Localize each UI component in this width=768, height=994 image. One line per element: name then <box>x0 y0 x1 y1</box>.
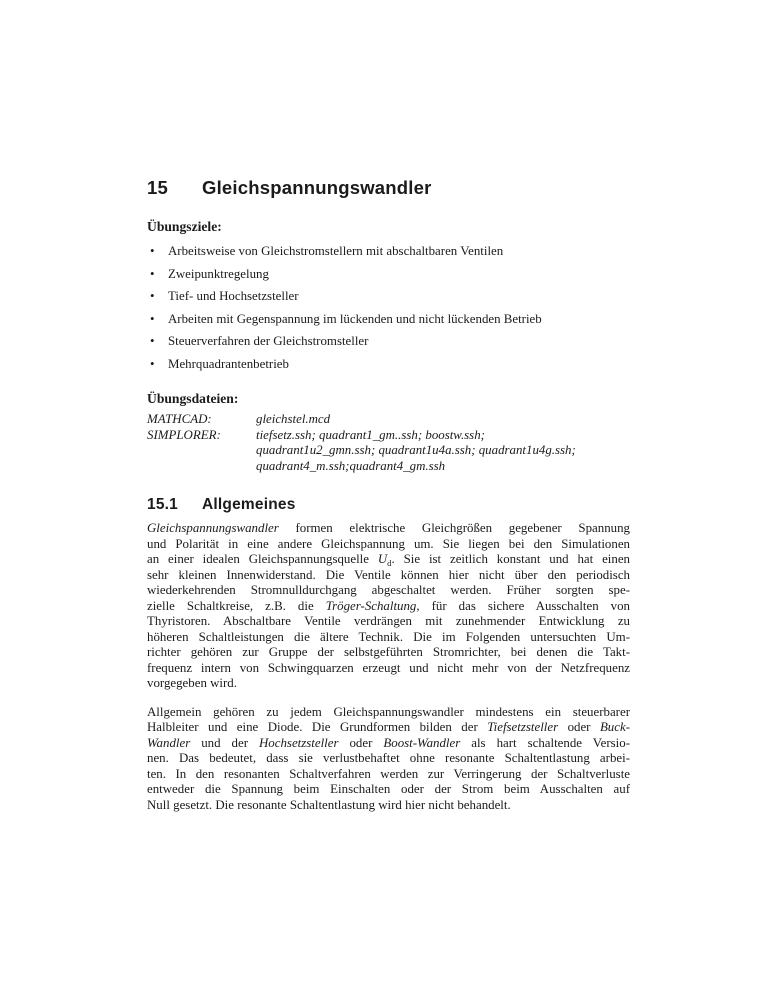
body-text: entweder die Spannung beim Einschalten oder der Strom beim Ausschalten auf <box>147 782 630 797</box>
goal-item <box>147 244 630 260</box>
body-text: und der <box>190 735 259 750</box>
body-text: wiederkehrenden Stromnulldurchgang abgeschaltet werden. Früher sorgten spe- <box>147 583 630 598</box>
goal-item-label: Arbeiten mit Gegenspannung im lückenden und nicht lückenden Betrieb <box>168 311 542 326</box>
paragraph-allgemeines-2 <box>147 705 630 814</box>
body-text: Null gesetzt. Die resonante Schaltentlastung wird hier nicht behandelt. <box>147 797 511 812</box>
italic-text: Wandler <box>147 735 191 750</box>
goal-item-label: Zweipunktregelung <box>168 266 269 281</box>
text-line <box>147 767 630 783</box>
file-row-simplorer <box>147 428 630 475</box>
file-name-line: quadrant4_m.ssh;quadrant4_gm.ssh <box>256 458 446 473</box>
paragraph-allgemeines-1 <box>147 521 630 692</box>
text-line <box>147 645 630 661</box>
text-line <box>147 583 630 599</box>
body-text: Halbleiter und eine Diode. Die Grundformen bilden der <box>147 720 488 735</box>
goals-heading: Übungsziele: <box>147 219 222 234</box>
body-text: frequenz intern von Schwingquarzen erzeugt und nicht mehr von der Netzfrequenz <box>147 660 630 675</box>
body-text: . Sie ist zeitlich konstant und hat einen <box>391 552 630 567</box>
goal-item <box>147 312 630 328</box>
goal-item-label: Arbeitsweise von Gleichstromstellern mit abschaltbaren Ventilen <box>168 244 504 258</box>
body-text: als hart schaltende Versio- <box>460 735 630 750</box>
goal-item <box>147 289 630 305</box>
bullet-icon: • <box>150 289 155 304</box>
body-text: ten. In den resonanten Schaltverfahren werden zur Verringerung der Schaltverluste <box>147 766 630 781</box>
text-line <box>147 552 630 568</box>
file-label: SIMPLORER: <box>147 427 221 442</box>
italic-text: U <box>377 552 388 567</box>
file-names <box>256 412 630 428</box>
italic-text: Buck- <box>599 720 630 735</box>
section-heading <box>147 496 630 513</box>
text-line <box>147 630 630 646</box>
page-content <box>147 178 630 813</box>
subscript-text: d <box>387 557 392 568</box>
text-line <box>147 614 630 630</box>
chapter-heading <box>147 178 630 198</box>
file-name-line: tiefsetz.ssh; quadrant1_gm..ssh; boostw.ssh; <box>256 427 485 442</box>
goals-list <box>147 244 630 372</box>
file-label: MATHCAD: <box>147 412 212 427</box>
body-text: und Polarität in eine andere Gleichspannung um. Sie liegen bei den Simulationen <box>147 536 630 551</box>
goal-item-label: Mehrquadrantenbetrieb <box>168 356 289 371</box>
body-text: nen. Das bedeutet, dass sie verlustbehaftet ohne resonante Schaltentlastung arbei- <box>147 751 630 766</box>
bullet-icon: • <box>150 244 155 258</box>
files-heading: Übungsdateien: <box>147 391 239 407</box>
body-text: zielle Schaltkreise, z.B. die <box>147 598 326 613</box>
text-line <box>147 521 630 537</box>
bullet-icon: • <box>150 356 155 371</box>
chapter-title: Gleichspannungswandler <box>202 177 432 198</box>
text-line <box>147 751 630 767</box>
goal-item-label: Steuerverfahren der Gleichstromsteller <box>168 334 369 349</box>
body-text: für das sichere Ausschalten von <box>419 598 630 613</box>
goal-item <box>147 267 630 283</box>
body-text: formen elektrische Gleichgrößen gegebener Spannung <box>278 521 630 536</box>
text-line <box>147 537 630 553</box>
text-line <box>147 736 630 752</box>
italic-text: Tröger-Schaltung, <box>325 598 420 613</box>
section-title: Allgemeines <box>202 496 296 514</box>
text-line <box>147 599 630 615</box>
italic-text: Boost-Wandler <box>383 735 461 750</box>
body-text: richter gehören zur Gruppe der selbstgeführten Stromrichter, bei denen die Takt- <box>147 645 630 660</box>
goal-item <box>147 357 630 373</box>
file-names <box>256 428 630 475</box>
text-line <box>147 782 630 798</box>
italic-text: Hochsetzsteller <box>259 735 339 750</box>
bullet-icon: • <box>150 311 155 326</box>
section-number: 15.1 <box>147 496 178 514</box>
body-text: vorgegeben wird. <box>147 676 237 691</box>
file-row-mathcad <box>147 412 630 428</box>
file-name-line: gleichstel.mcd <box>256 412 331 427</box>
body-text: sehr kleinen Innenwiderstand. Die Ventile können hier nicht über den periodisch <box>147 567 630 582</box>
body-text: Thyristoren. Abschaltbare Ventile verdrängen mit zunehmender Entwicklung zu <box>147 614 630 629</box>
chapter-number: 15 <box>147 177 168 198</box>
bullet-icon: • <box>150 266 155 281</box>
bullet-icon: • <box>150 334 155 349</box>
italic-text: Tiefsetzsteller <box>487 720 559 735</box>
goal-item <box>147 334 630 350</box>
goal-item-label: Tief- und Hochsetzsteller <box>168 289 299 304</box>
body-text: oder <box>338 735 384 750</box>
text-line <box>147 661 630 677</box>
files-table <box>147 412 630 474</box>
text-line <box>147 720 630 736</box>
text-line <box>147 568 630 584</box>
file-name-line: quadrant1u2_gmn.ssh; quadrant1u4a.ssh; quadrant1u4g.ssh; <box>256 443 576 458</box>
body-text: an einer idealen Gleichspannungsquelle <box>147 552 378 567</box>
body-text: oder <box>558 720 600 735</box>
text-line <box>147 676 630 692</box>
body-text: höheren Schaltleistungen die ältere Technik. Die im Folgenden untersuchten Um- <box>147 629 630 644</box>
text-line <box>147 798 630 814</box>
italic-text: Gleichspannungswandler <box>147 521 279 536</box>
text-line <box>147 705 630 721</box>
body-text: Allgemein gehören zu jedem Gleichspannungswandler mindestens ein steuerbarer <box>147 704 630 719</box>
